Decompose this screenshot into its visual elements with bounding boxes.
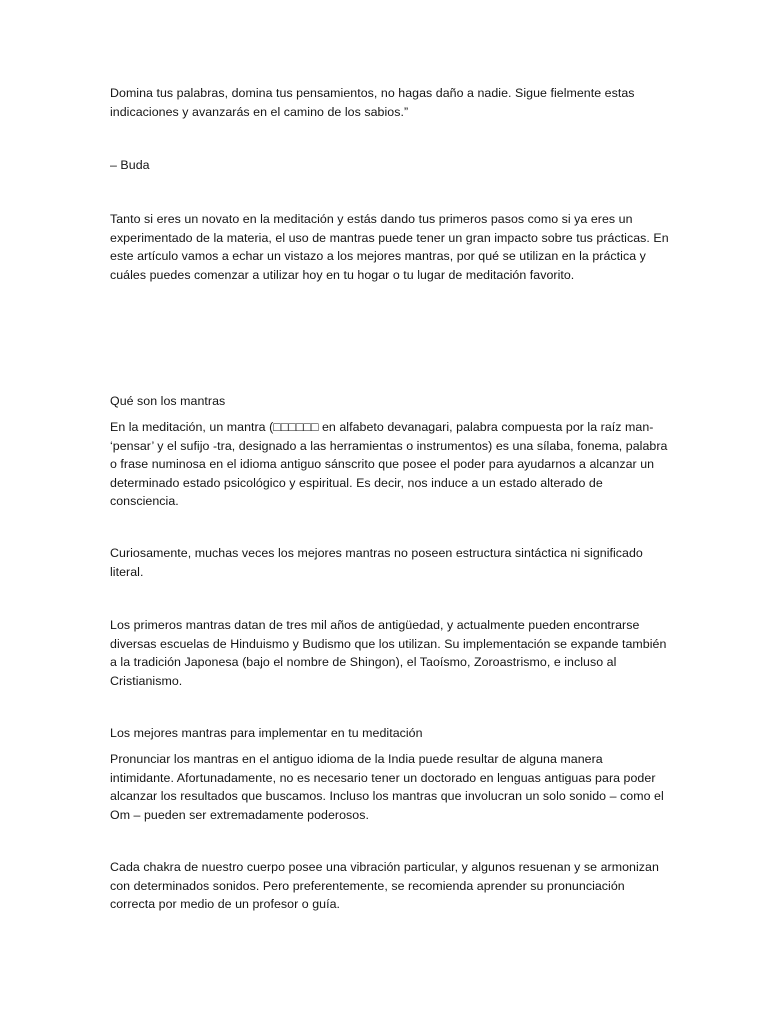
intro-paragraph: Tanto si eres un novato en la meditación y estás dando tus primeros pasos como si ya eres un experimentado de la materia, el uso de mantras puede tener un gran impacto sobre tus prácticas. En este artículo vamos a echar un vistazo a los mejores mantras, por qué se utilizan en la práctica y cuáles puedes comenzar a utilizar hoy en tu hogar o tu lugar de meditación favorito.: [110, 212, 669, 282]
quote-text: Domina tus palabras, domina tus pensamientos, no hagas daño a nadie. Sigue fielmente estas indicaciones y avanzarás en el camino de los sabios.”: [110, 86, 635, 119]
paragraph-pronunciation: Pronunciar los mantras en el antiguo idioma de la India puede resultar de alguna manera intimidante. Afortunadamente, no es necesario tener un doctorado en lenguas antiguas para poder alcanzar los resultados que buscamos. Incluso los mantras que involucran un solo sonido – como el Om – pueden ser extremadamente poderosos.: [110, 752, 664, 822]
paragraph-syntax: Curiosamente, muchas veces los mejores mantras no poseen estructura sintáctica ni significado literal.: [110, 546, 643, 579]
quote-author: – Buda: [110, 158, 150, 172]
section-heading-best-mantras: Los mejores mantras para implementar en tu meditación: [110, 726, 423, 740]
paragraph-mantra-definition: En la meditación, un mantra (□□□□□□ en alfabeto devanagari, palabra compuesta por la raíz man- ‘pensar’ y el sufijo -tra, designado a las herramientas o instrumentos) es una sílaba, fonema, palabra o frase numinosa en el idioma antiguo sánscrito que posee el poder para ayudarnos a alcanzar un determinado estado psicológico y espiritual. Es decir, nos induce a un estado alterado de consciencia.: [110, 420, 668, 509]
paragraph-chakras: Cada chakra de nuestro cuerpo posee una vibración particular, y algunos resuenan y se armonizan con determinados sonidos. Pero preferentemente, se recomienda aprender su pronunciación correcta por medio de un profesor o guía.: [110, 860, 659, 912]
section-heading-what-are-mantras: Qué son los mantras: [110, 394, 226, 408]
paragraph-history: Los primeros mantras datan de tres mil años de antigüedad, y actualmente pueden encontrarse diversas escuelas de Hinduismo y Budismo que los utilizan. Su implementación se expande también a la tradición Japonesa (bajo el nombre de Shingon), el Taoísmo, Zoroastrismo, e incluso al Cristianismo.: [110, 618, 667, 688]
